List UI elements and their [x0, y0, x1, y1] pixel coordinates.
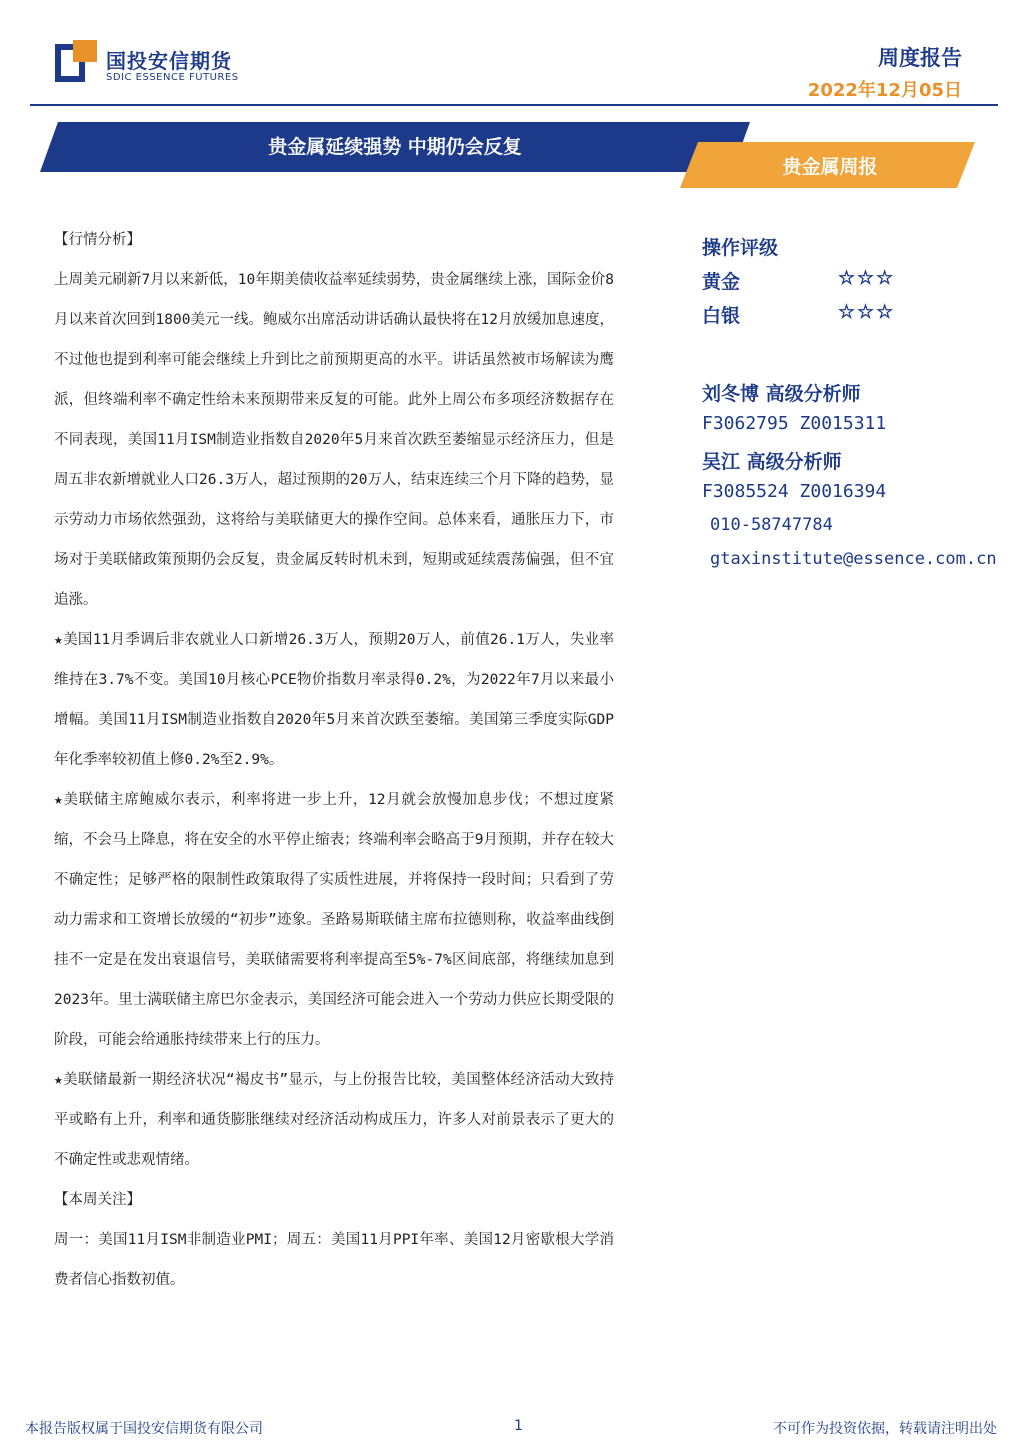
company-logo-icon — [55, 40, 97, 82]
header-divider — [30, 104, 998, 106]
rating-row-silver — [702, 301, 1022, 335]
analyst-name: 吴江 高级分析师 — [702, 451, 842, 473]
page-number: 1 — [514, 1418, 523, 1434]
report-title: 贵金属延续强势 中期仍会反复 — [268, 136, 522, 158]
rating-title: 操作评级 — [702, 237, 779, 259]
star-rating-icon: ☆☆☆ — [838, 267, 896, 289]
analyst-name: 刘冬博 高级分析师 — [702, 383, 861, 405]
section-title-market-analysis: 【行情分析】 — [54, 232, 141, 248]
footer-disclaimer: 不可作为投资依据，转载请注明出处 — [773, 1421, 997, 1437]
contact-phone: 010-58747784 — [710, 515, 833, 535]
report-type: 周度报告 — [878, 46, 962, 70]
star-rating-icon: ☆☆☆ — [838, 301, 896, 323]
rating-name: 白银 — [702, 305, 741, 327]
company-name-cn: 国投安信期货 — [106, 49, 232, 73]
market-analysis-paragraph: 上周美元刷新7月以来新低，10年期美债收益率延续弱势，贵金属继续上涨，国际金价8月以来首次回到1800美元一线。鲍威尔出席活动讲话确认最快将在12月放缓加息速度，不过他也提到利率可能会继续上升到比之前预期更高的水平。讲话虽然被市场解读为鹰派，但终端利率不确定性给未来预期带来反复的可能。此外上周公布多项经济数据存在不同表现，美国11月ISM制造业指数自2020年5月来首次跌至萎缩显示经济压力，但是周五非农新增就业人口26.3万人，超过预期的20万人，结束连续三个月下降的趋势，显示劳动力市场依然强劲，这将给与美联储更大的操作空间。总体来看，通胀压力下，市场对于美联储政策预期仍会反复，贵金属反转时机未到，短期或延续震荡偏强，但不宜追涨。 — [54, 272, 614, 608]
analyst-cert: F3085524 Z0016394 — [702, 481, 887, 502]
analyst-cert: F3062795 Z0015311 — [702, 413, 887, 434]
fed-officials-paragraph: ★美联储主席鲍威尔表示，利率将进一步上升，12月就会放慢加息步伐；不想过度紧缩，不会马上降息，将在安全的水平停止缩表；终端利率会略高于9月预期，并存在较大不确定性；足够严格的限制性政策取得了实质性进展，并将保持一段时间；只看到了劳动力需求和工资增长放缓的“初步”迹象。圣路易斯联储主席布拉德则称，收益率曲线倒挂不一定是在发出衰退信号，美联储需要将利率提高至5%-7%区间底部，将继续加息到2023年。里士满联储主席巴尔金表示，美国经济可能会进入一个劳动力供应长期受限的阶段，可能会给通胀持续带来上行的压力。 — [54, 792, 614, 1048]
footer-copyright: 本报告版权属于国投安信期货有限公司 — [25, 1421, 263, 1437]
nonfarm-pce-paragraph: ★美国11月季调后非农就业人口新增26.3万人，预期20万人，前值26.1万人，失业率维持在3.7%不变。美国10月核心PCE物价指数月率录得0.2%，为2022年7月以来最小增幅。美国11月ISM制造业指数自2020年5月来首次跌至萎缩。美国第三季度实际GDP年化季率较初值上修0.2%至2.9%。 — [54, 632, 614, 768]
company-name-en: SDIC ESSENCE FUTURES — [106, 72, 239, 83]
report-category: 贵金属周报 — [782, 156, 878, 178]
contact-email[interactable]: gtaxinstitute@essence.com.cn — [710, 549, 997, 569]
beige-book-paragraph: ★美联储最新一期经济状况“褐皮书”显示，与上份报告比较，美国整体经济活动大致持平或略有上升，利率和通货膨胀继续对经济活动构成压力，许多人对前景表示了更大的不确定性或悲观情绪。 — [54, 1072, 614, 1168]
week-focus-paragraph: 周一：美国11月ISM非制造业PMI；周五：美国11月PPI年率、美国12月密歇根大学消费者信心指数初值。 — [54, 1232, 614, 1288]
section-title-week-focus: 【本周关注】 — [54, 1192, 141, 1208]
rating-name: 黄金 — [702, 271, 741, 293]
report-date: 2022年12月05日 — [807, 80, 962, 101]
main-content — [54, 220, 614, 1300]
sidebar — [702, 233, 1022, 583]
rating-row-gold — [702, 267, 1022, 301]
